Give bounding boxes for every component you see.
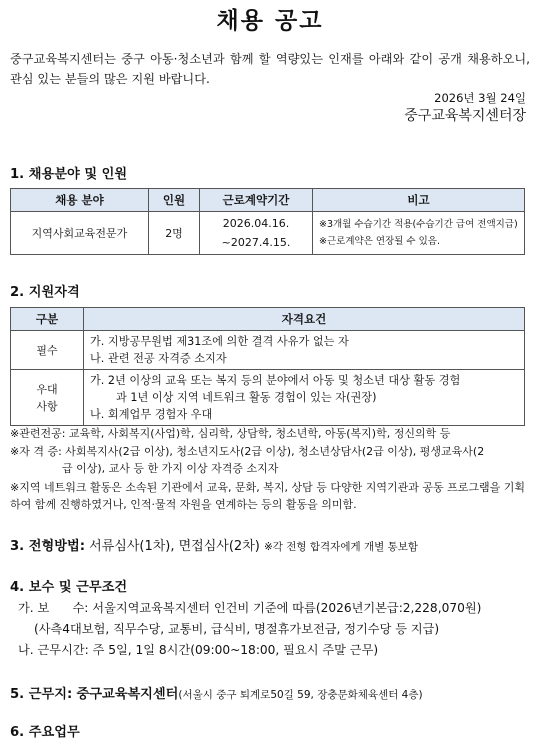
preferred-item: 가. 2년 이상의 교육 또는 복지 등의 분야에서 아동 및 청소년 대상 활동 경험 — [90, 374, 461, 387]
period-end: ~2027.4.15. — [221, 236, 291, 249]
preferred-label-line: 우대 — [36, 382, 58, 396]
note-certificate: ※자 격 증: 사회복지사(2급 이상), 청소년지도사(2급 이상), 청소년상담사(2급 이상), 평생교육사(2 — [10, 444, 485, 458]
selection-method: 서류심사(1차), 면접심사(2차) — [89, 539, 260, 554]
qualification-notes — [10, 425, 530, 514]
note-major: ※관련전공: 교육학, 사회복지(사업)학, 심리학, 상담학, 청소년학, 아동(복지)학, 정신의학 등 — [10, 427, 451, 440]
col-period: 근로계약기간 — [200, 189, 313, 212]
hours-line: 나. 근무시간: 주 5일, 1일 8시간(09:00~18:00, 필요시 주말 근무) — [18, 643, 379, 657]
required-label: 필수 — [11, 331, 84, 370]
section4-heading: 4. 보수 및 근무조건 — [10, 580, 128, 595]
organization-name: 중구교육복지센터장 — [404, 108, 526, 124]
col-memo: 비고 — [313, 189, 525, 212]
field-cell: 지역사회교육전문가 — [11, 212, 149, 255]
period-cell — [200, 212, 313, 255]
requirement-item: 나. 관련 전공 자격증 소지자 — [90, 352, 227, 365]
required-cell — [84, 331, 525, 370]
section5-heading: 5. 근무지: — [10, 687, 73, 702]
period-start: 2026.04.16. — [222, 217, 290, 230]
preferred-label-line: 사항 — [36, 399, 58, 413]
table-row — [11, 212, 525, 255]
workplace-address: (서울시 중구 퇴계로50길 59, 장충문화체육센터 4층) — [178, 689, 423, 701]
workplace-name: 중구교육복지센터 — [76, 687, 179, 702]
memo-line: ※근로계약은 연장될 수 있음. — [319, 236, 440, 247]
note-network: ※지역 네트워크 활동은 소속된 기관에서 교육, 문화, 복지, 상담 등 다양한 지역기관과 공동 프로그램을 기획하여 함께 진행하였거나, 인적·물적 자원을 연계하는 등의 활동을 의미함. — [10, 480, 525, 511]
section1-heading: 1. 채용분야 및 인원 — [10, 167, 128, 182]
section5 — [10, 683, 423, 702]
col-requirements: 자격요건 — [84, 308, 525, 331]
page-title: 채용 공고 — [216, 8, 324, 34]
pay-line: 가. 보 수: 서울지역교육복지센터 인건비 기준에 따름(2026년기본급:2,228,070원) — [18, 601, 482, 615]
preferred-item-cont: 과 1년 이상 지역 네트워크 활동 경험이 있는 자(권장) — [116, 391, 377, 404]
intro-paragraph: 중구교육복지센터는 중구 아동·청소년과 함께 할 역량있는 인재를 아래와 같이 공개 채용하오니, 관심 있는 분들의 많은 지원 바랍니다. — [10, 52, 530, 86]
preferred-label — [11, 370, 84, 426]
col-count: 인원 — [149, 189, 200, 212]
memo-cell — [313, 212, 525, 255]
section3 — [10, 535, 418, 554]
col-field: 채용 분야 — [11, 189, 149, 212]
table-row — [11, 331, 525, 370]
count-cell: 2명 — [149, 212, 200, 255]
section6-heading: 6. 주요업무 — [10, 725, 80, 740]
requirement-item: 가. 지방공무원법 제31조에 의한 결격 사유가 없는 자 — [90, 335, 349, 348]
preferred-item: 나. 회계업무 경험자 우대 — [90, 408, 213, 421]
pay-line-cont: (사측4대보험, 직무수당, 교통비, 급식비, 명절휴가보전금, 정기수당 등 지급) — [34, 622, 440, 636]
section3-heading: 3. 전형방법: — [10, 539, 86, 554]
selection-note: ※각 전형 합격자에게 개별 통보함 — [263, 541, 418, 553]
section4-body — [18, 598, 481, 661]
section2-heading: 2. 지원자격 — [10, 285, 80, 300]
preferred-cell — [84, 370, 525, 426]
recruitment-table — [10, 188, 525, 255]
col-category: 구분 — [11, 308, 84, 331]
qualification-table — [10, 307, 525, 426]
memo-line: ※3개월 수습기간 적용(수습기간 급여 전액지급) — [319, 219, 518, 230]
notice-date: 2026년 3월 24일 — [434, 91, 526, 105]
note-certificate-cont: 급 이상), 교사 등 한 가지 이상 자격증 소지자 — [62, 462, 279, 475]
table-row — [11, 370, 525, 426]
